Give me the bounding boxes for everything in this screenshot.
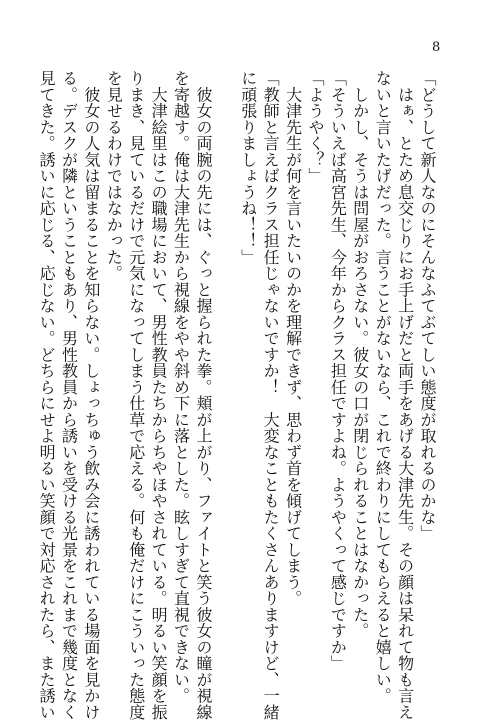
- text-line: 彼女の人気は留まることを知らない。しょっちゅう飲み会に誘われている場面を見かけ: [81, 70, 101, 720]
- body-text: [35, 70, 438, 720]
- text-line: 大津先生が何を言いたいのかを理解できず、思わず首を傾げてしまう。: [283, 70, 303, 607]
- text-line: に頑張りましょうね！！」: [238, 70, 258, 265]
- text-line: を見せるわけではなかった。: [104, 70, 124, 282]
- text-line: る。デスクが隣ということもあり、男性教員から誘いを受ける光景をこれまで幾度となく: [59, 70, 79, 720]
- text-line: 「そういえば高宮先生、今年からクラス担任ですよね。ようやくって感じですか」: [328, 70, 348, 672]
- text-line: を寄越す。俺は大津先生から視線をやや斜め下に落とした。眩しすぎて直視できない。: [171, 70, 191, 704]
- text-line: 「どうして新人なのにそんなふてぶてしい態度が取れるのかな」: [418, 70, 437, 542]
- text-line: はぁ、とため息交じりにお手上げだと両手をあげる大津先生。その顔は呆れて物も言え: [395, 70, 415, 720]
- text-line: ないと言いたげだった。言うことがないなら、これで終わりにしてもらえると嬉しい。: [373, 70, 393, 704]
- text-line: 大津絵里はこの職場において、男性教員たちからちやほやされている。明るい笑顔を振: [149, 70, 169, 720]
- text-line: 「教師と言えばクラス担任じゃないですか！ 大変なこともたくさんありますけど、一緒: [261, 70, 281, 720]
- text-line: 見てきた。誘いに応じる、応じない。どちらにせよ明るい笑顔で対応されたら、また誘い: [37, 70, 57, 720]
- text-line: 「ようやく？」: [305, 70, 325, 184]
- text-line: りまき、見ているだけで元気になってしまう仕草で応える。何も俺だけにこういった態度: [126, 70, 146, 720]
- text-line: しかし、そうは問屋がおろさない。彼女の口が閉じられることはなかった。: [350, 70, 370, 639]
- page-number: 8: [432, 40, 441, 55]
- paragraph-break: [214, 70, 236, 670]
- text-line: 彼女の両腕の先には、ぐっと握られた拳。頬が上がり、ファイトと笑う彼女の瞳が視線: [193, 70, 213, 720]
